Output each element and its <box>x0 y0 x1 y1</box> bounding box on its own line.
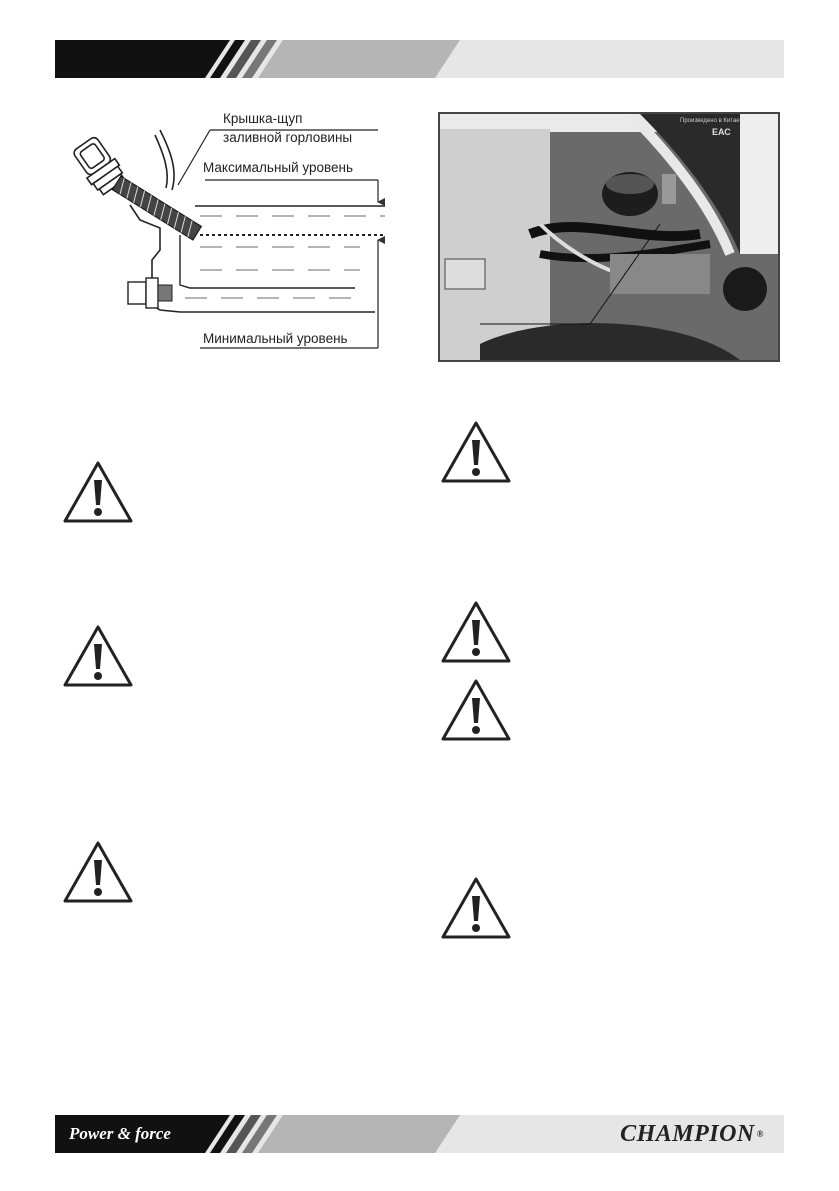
warning-triangle-icon <box>440 600 512 664</box>
footer-band <box>55 1115 784 1153</box>
warning-triangle-icon <box>440 678 512 742</box>
warning-triangle-icon <box>440 876 512 940</box>
eac-mark: ЕАС <box>712 127 731 137</box>
max-level-label: Максимальный уровень <box>203 160 354 175</box>
oil-filler-drawing <box>60 110 400 360</box>
generator-photo <box>438 112 780 362</box>
champion-logo <box>620 1115 764 1153</box>
oil-level-diagram <box>60 110 400 360</box>
warning-triangle-icon <box>62 840 134 904</box>
min-level-label: Минимальный уровень <box>203 331 348 346</box>
warning-triangle-icon <box>62 460 134 524</box>
engine-photo-drawing <box>440 114 778 360</box>
made-in-china-text: Произведено в Китае <box>680 118 740 124</box>
header-stripe-graphic <box>55 40 784 78</box>
cap-label-line2: заливной горловины <box>223 130 353 145</box>
cap-label-line1: Крышка-щуп <box>223 111 303 126</box>
warning-triangle-icon <box>440 420 512 484</box>
brand-name: CHAMPION <box>620 1120 755 1147</box>
registered-mark: ® <box>756 1129 764 1139</box>
warning-triangle-icon <box>62 624 134 688</box>
header-band <box>55 40 784 78</box>
footer-slogan: Power & force <box>69 1124 171 1143</box>
